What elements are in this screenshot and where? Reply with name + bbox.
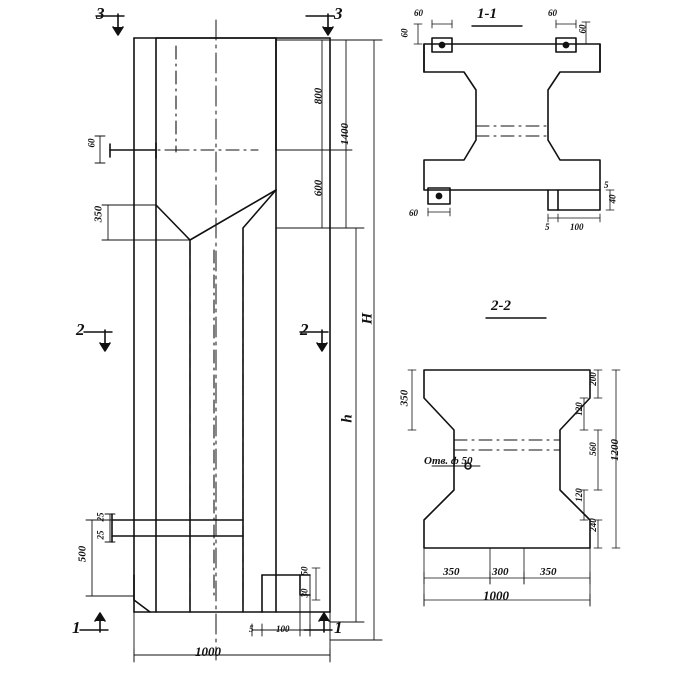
dim-800: 800 xyxy=(312,87,325,105)
section-title-1-1: 1-1 xyxy=(477,6,497,22)
s22-dim-560: 560 xyxy=(587,442,598,456)
dim-500: 500 xyxy=(76,545,89,563)
s22-dim-120b: 120 xyxy=(573,488,584,502)
dim-25-a: 25 xyxy=(95,512,106,522)
s22-dim-200: 200 xyxy=(587,372,598,386)
section-mark-2-left: 2 xyxy=(76,320,85,339)
s11-dim-60-d: 60 xyxy=(577,24,588,34)
s11-dim-5: 5 xyxy=(545,222,550,232)
s22-dim-350b: 350 xyxy=(540,566,557,578)
section-mark-3-right: 3 xyxy=(334,4,343,23)
dim-30-console: 30 xyxy=(299,588,310,598)
dim-h: h xyxy=(339,414,356,423)
s11-dim-60-e: 60 xyxy=(409,208,418,218)
dim-1000-elev: 1000 xyxy=(195,644,221,659)
dim-H: H xyxy=(359,312,376,325)
s22-hole-note: Отв. ф 50 xyxy=(424,455,473,467)
s22-dim-240: 240 xyxy=(587,518,598,532)
dim-5-bottom: 5 xyxy=(249,624,254,634)
s11-dim-5b: 5 xyxy=(604,180,609,190)
section-mark-1-left: 1 xyxy=(72,618,81,637)
s11-dim-100: 100 xyxy=(570,222,584,232)
s11-dim-40: 40 xyxy=(607,194,618,204)
dim-25-b: 25 xyxy=(95,530,106,540)
dim-50-console: 50 xyxy=(299,566,310,576)
dim-350-elev: 350 xyxy=(92,205,105,223)
section-title-2-2: 2-2 xyxy=(491,298,511,314)
section-mark-3-left: 3 xyxy=(96,4,105,23)
section-mark-2-right: 2 xyxy=(300,320,309,339)
dim-100-bottom: 100 xyxy=(276,624,290,634)
s11-dim-60-c: 60 xyxy=(399,28,410,38)
s22-dim-350v: 350 xyxy=(398,389,411,407)
s22-dim-120a: 120 xyxy=(573,402,584,416)
dim-60-elev: 60 xyxy=(86,138,97,148)
s22-dim-350a: 350 xyxy=(443,566,460,578)
s22-dim-1200: 1200 xyxy=(609,439,621,461)
dim-1400: 1400 xyxy=(339,123,351,145)
s11-dim-60-b: 60 xyxy=(548,8,557,18)
s22-dim-300: 300 xyxy=(492,566,509,578)
dim-600: 600 xyxy=(312,179,325,197)
s11-dim-60-a: 60 xyxy=(414,8,423,18)
s22-dim-1000: 1000 xyxy=(483,588,509,603)
section-mark-1-right: 1 xyxy=(334,618,343,637)
